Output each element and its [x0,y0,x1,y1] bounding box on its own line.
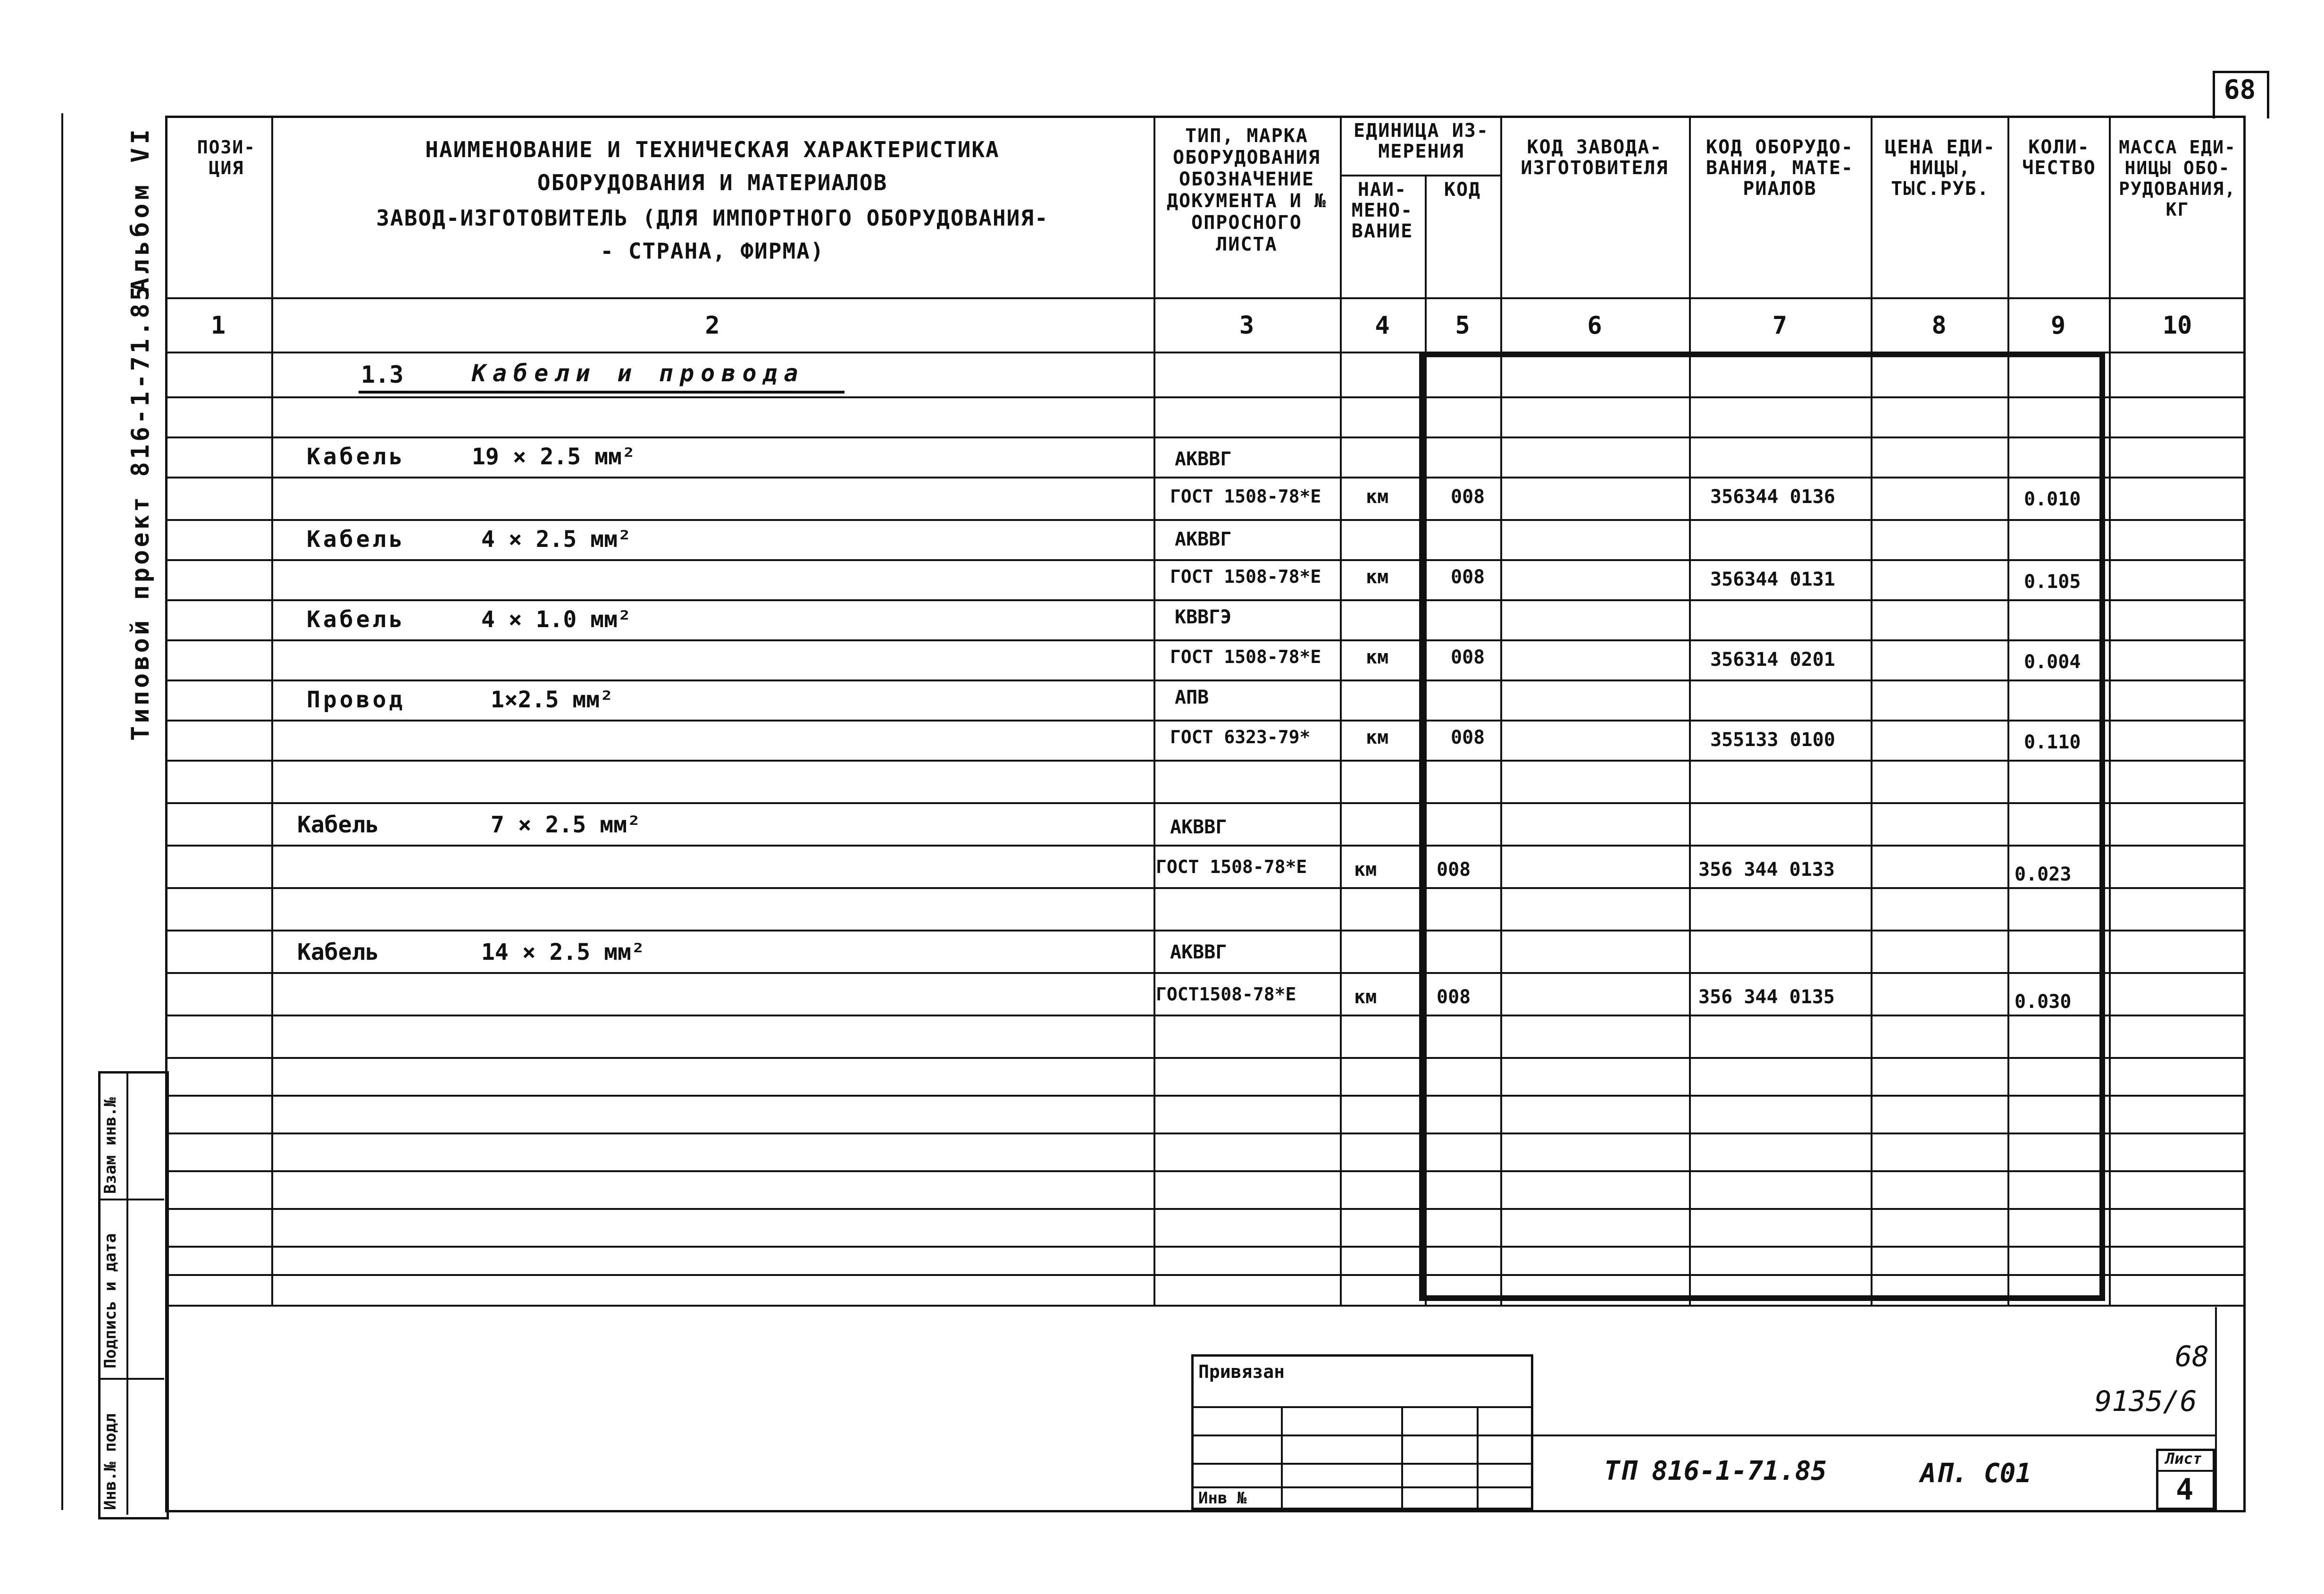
header-name-3: ЗАВОД-ИЗГОТОВИТЕЛЬ (ДЛЯ ИМПОРТНОГО ОБОРУДОВАНИЯ- [376,205,1049,231]
item-unit: км [1366,566,1389,588]
row-line [165,519,2246,521]
item-eq-code: 356344 0131 [1710,569,1835,590]
item-eq-code: 355133 0100 [1710,729,1835,751]
item-type: АПВ [1175,687,1209,708]
row-line [165,1057,2246,1059]
item-type: АКВВГ [1175,448,1232,470]
col-line-8 [2007,116,2009,1305]
row-line [165,1133,2246,1134]
section-title: Кабели и провода [472,360,805,387]
item-spec: 19 × 2.5 мм² [472,444,635,470]
col-line-5 [1500,116,1502,1305]
bold-box-right [2099,352,2105,1300]
item-code: 008 [1451,727,1485,748]
row-line [165,930,2246,931]
item-qty: 0.010 [2024,488,2081,510]
row-line [165,477,2246,478]
row-line [165,1015,2246,1016]
header-factory-code: КОД ЗАВОДА-ИЗГОТОВИТЕЛЯ [1521,136,1669,179]
privyazan-line-4 [1191,1486,1533,1488]
col-line-4 [1425,175,1427,1305]
row-line [165,436,2246,438]
item-doc: ГОСТ1508-78*Е [1156,984,1296,1005]
sheet-label: Лист [2165,1450,2202,1468]
header-name-4: - СТРАНА, ФИРМА) [600,238,825,264]
item-qty: 0.105 [2024,571,2081,593]
privyazan-line-1 [1191,1406,1533,1408]
stamp-inv-podl: Инв.№ подл [101,1413,120,1510]
row-line [165,599,2246,601]
stamp-vzam: Взам инв.№ [101,1097,120,1194]
item-name: Кабель [297,812,379,838]
item-eq-code: 356314 0201 [1710,649,1835,671]
colnum-10: 10 [2162,311,2192,340]
item-name: Провод [307,687,406,713]
item-type: АКВВГ [1170,816,1227,838]
row-line [165,802,2246,804]
item-type: АКВВГ [1170,941,1227,963]
col-line-2 [1154,116,1155,1305]
item-doc: ГОСТ 1508-78*Е [1170,646,1321,667]
bold-box-left [1419,352,1425,1300]
item-doc: ГОСТ 6323-79* [1170,727,1311,747]
item-unit: км [1366,646,1389,668]
item-qty: 0.004 [2024,651,2081,673]
inv-label: Инв № [1198,1489,1247,1508]
item-code: 008 [1451,646,1485,668]
item-eq-code: 356344 0136 [1710,486,1835,508]
item-eq-code: 356 344 0135 [1698,986,1835,1008]
header-type: ТИП, МАРКА ОБОРУДОВАНИЯ ОБОЗНАЧЕНИЕ ДОКУМЕНТА И № ОПРОСНОГО ЛИСТА [1166,125,1327,255]
row-line [165,639,2246,641]
item-unit: км [1354,986,1377,1008]
colnum-1: 1 [210,311,226,340]
colnum-4: 4 [1375,311,1390,340]
item-name: Кабель [297,939,379,965]
colnum-9: 9 [2050,311,2066,340]
item-name: Кабель [307,606,406,633]
col-line-7 [1871,116,1873,1305]
sheet-number: 4 [2176,1472,2194,1507]
colnum-3: 3 [1239,311,1254,340]
item-qty: 0.023 [2015,864,2072,885]
doc-code: ТП 816-1-71.85 [1604,1456,1827,1486]
row-line [165,845,2246,847]
row-line [165,1246,2246,1248]
sheet-code: АП. С01 [1920,1458,2032,1489]
header-price: ЦЕНА ЕДИ-НИЦЫ, ТЫС.РУБ. [1885,136,1996,200]
privyazan-line-3 [1191,1463,1533,1465]
item-spec: 4 × 2.5 мм² [481,526,631,553]
header-pos: ПОЗИ-ЦИЯ [197,137,256,178]
row-line [165,396,2246,398]
left-stamp-divider-h2 [98,1378,164,1380]
col-line-6 [1689,116,1691,1305]
row-line [165,972,2246,974]
colnum-2: 2 [705,311,720,340]
col-line-1 [271,116,273,1305]
privyazan-vline-3 [1477,1406,1479,1510]
footer-order-number: 9135/6 [2095,1385,2197,1418]
privyazan-line-2 [1191,1435,1533,1436]
album-label: Альбом VI [126,126,155,293]
footer-page-number: 68 [2175,1340,2209,1373]
item-code: 008 [1451,566,1485,588]
item-doc: ГОСТ 1508-78*Е [1170,486,1321,507]
row-line [165,1208,2246,1210]
item-qty: 0.110 [2024,731,2081,753]
colnum-8: 8 [1931,311,1947,340]
table-bottom-line [165,1305,2246,1307]
top-page-number: 68 [2224,75,2256,105]
bold-box-bottom [1419,1295,2105,1301]
row-line [165,760,2246,762]
item-spec: 14 × 2.5 мм² [481,939,645,965]
col-line-9 [2109,116,2111,1305]
header-eq-code: КОД ОБОРУДО-ВАНИЯ, МАТЕ-РИАЛОВ [1706,136,1854,200]
item-name: Кабель [307,444,406,470]
privyazan-label: Привязан [1198,1361,1285,1382]
stamp-podpis: Подпись и дата [101,1233,120,1368]
bold-box-top [1419,352,2105,357]
item-unit: км [1354,859,1377,881]
item-doc: ГОСТ 1508-78*Е [1170,566,1321,587]
left-edge-line [61,113,63,1510]
header-unit-code: КОД [1444,179,1481,201]
left-stamp-divider-h1 [98,1199,164,1200]
item-doc: ГОСТ 1508-78*Е [1156,856,1307,877]
colnum-5: 5 [1455,311,1470,340]
header-unit: ЕДИНИЦА ИЗ-МЕРЕНИЯ [1354,120,1489,162]
row-line [165,887,2246,889]
item-unit: км [1366,727,1389,748]
colnum-6: 6 [1587,311,1602,340]
item-spec: 4 × 1.0 мм² [481,606,631,633]
item-eq-code: 356 344 0133 [1698,859,1835,881]
item-spec: 7 × 2.5 мм² [491,812,641,838]
sheet-box-divider [2156,1470,2215,1472]
header-unit-name: НАИ-МЕНО-ВАНИЕ [1351,179,1413,242]
header-name-2: ОБОРУДОВАНИЯ И МАТЕРИАЛОВ [537,170,888,195]
titleblock-top-line [1533,1435,2215,1436]
colnum-7: 7 [1772,311,1788,340]
section-underline [359,391,844,394]
header-bottom-line [165,297,2246,299]
item-type: АКВВГ [1175,529,1232,550]
privyazan-vline-1 [1281,1406,1283,1510]
row-line [165,680,2246,681]
row-line [165,720,2246,721]
unit-split-line [1340,175,1500,176]
left-stamp-divider [126,1071,128,1515]
col-line-3 [1340,116,1342,1305]
row-line [165,559,2246,561]
header-mass: МАССА ЕДИ-НИЦЫ ОБО-РУДОВАНИЯ, КГ [2119,137,2236,220]
item-code: 008 [1437,859,1471,881]
item-type: КВВГЭ [1175,606,1232,628]
item-code: 008 [1437,986,1471,1008]
item-unit: км [1366,486,1389,508]
row-line [165,1274,2246,1276]
header-qty: КОЛИ-ЧЕСТВО [2022,136,2096,179]
item-name: Кабель [307,526,406,553]
item-qty: 0.030 [2015,991,2072,1013]
item-code: 008 [1451,486,1485,508]
privyazan-vline-2 [1401,1406,1403,1510]
section-number: 1.3 [361,361,404,388]
row-line [165,1170,2246,1172]
row-line [165,1095,2246,1097]
titleblock-right-line [2215,1307,2217,1510]
project-label: Типовой проект 816-1-71.85 [126,283,155,741]
item-spec: 1×2.5 мм² [491,687,614,713]
header-name-1: НАИМЕНОВАНИЕ И ТЕХНИЧЕСКАЯ ХАРАКТЕРИСТИКА [425,137,1000,162]
